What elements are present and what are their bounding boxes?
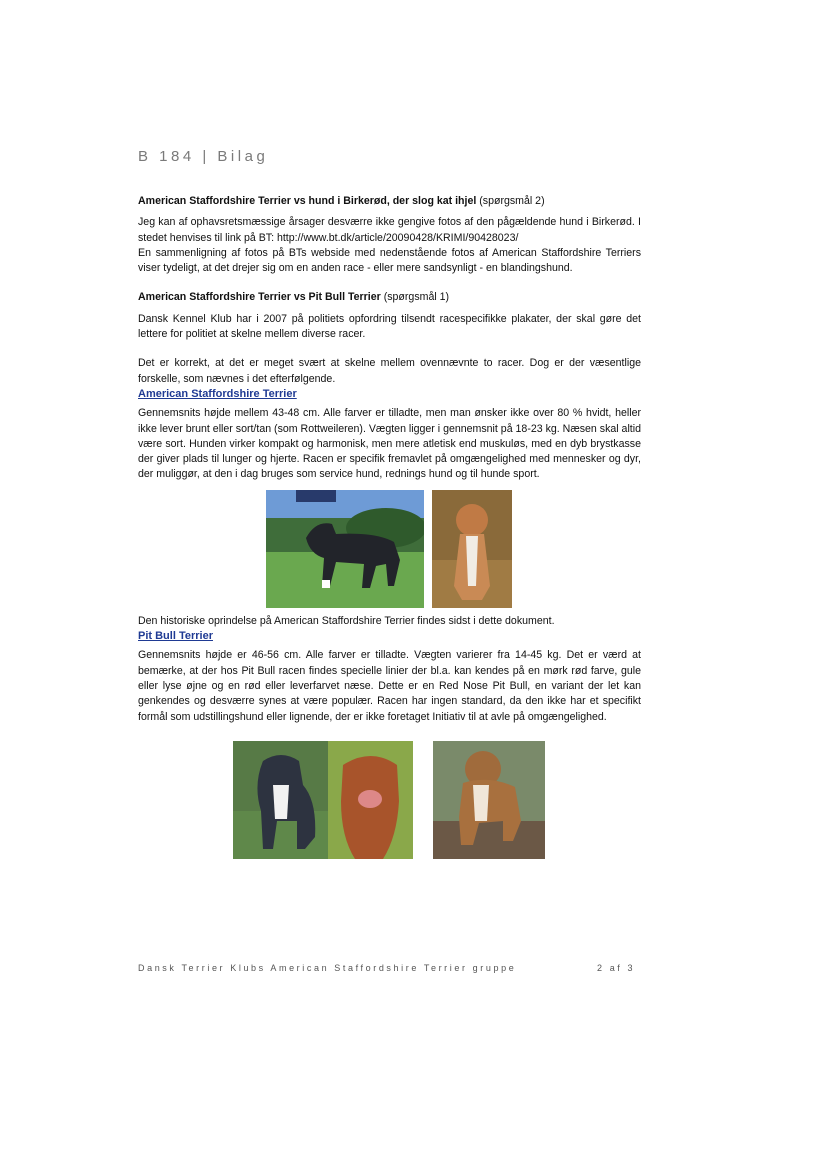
pitbull-paragraph: Gennemsnits højde er 46-56 cm. Alle farver er tilladte. Vægten varierer fra 14-45 kg. Det er værd at bemærke, at der hos Pit Bull racen findes specielle linier der bl.a. kan kendes på en mørk rød farve, gule eller lyse øjne og en rød eller leverfarvet næse. Dette er en Red Nose Pit Bull, en variant der let kan genkendes og desværre synes at være populær. Racen har ingen standard, da den ikke har et specifikt formål som udstillingshund eller lignende, der er ikke foretaget Initiativ til at avle på omgængelighed. <box>138 649 641 723</box>
amstaff-photo-brown-dog <box>432 490 512 608</box>
pitbull-heading[interactable]: Pit Bull Terrier <box>138 630 213 643</box>
amstaff-caption: Den historiske oprindelse på American Staffordshire Terrier findes sidst i dette dokument. <box>138 614 555 627</box>
page-footer <box>138 963 641 973</box>
pitbull-photo-brown-dog <box>433 741 545 859</box>
footer-text: Dansk Terrier Klubs American Staffordshire Terrier gruppe <box>138 963 517 973</box>
amstaff-photo-black-dog <box>266 490 424 608</box>
page-number: 2 af 3 <box>597 963 636 973</box>
section2-paragraph-1: Dansk Kennel Klub har i 2007 på politiets opfordring tilsendt racespecifikke plakater, der skal gøre det lettere for politiet at skelne mellem diverse racer. <box>138 312 641 341</box>
section1-paragraph-2: En sammenligning af fotos på BTs webside med nedenstående fotos af American Staffordshire Terriers viser tydeligt, at det drejer sig om en anden race - eller mere sandsynligt - en blandingshund. <box>138 246 641 275</box>
section2-paragraph-2: Det er korrekt, at det er meget svært at skelne mellem ovennævnte to racer. Dog er der væsentlige forskelle, som nævnes i det efterfølgende. <box>138 357 641 385</box>
section2-heading: American Staffordshire Terrier vs Pit Bull Terrier (spørgsmål 1) <box>138 291 450 304</box>
pitbull-photo-collage <box>233 741 413 859</box>
page-header: B 184 | Bilag <box>138 148 269 165</box>
amstaff-paragraph: Gennemsnits højde mellem 43-48 cm. Alle farver er tilladte, men man ønsker ikke over 80 % hvidt, heller ikke lever brunt eller sort/tan (som Rottweileren). Vægten ligger i gennemsnit på 18-23 kg. Næsen skal altid være sort. Hunden virker kompakt og harmonisk, men mere atletisk end muskuløs, med en dyb brystkasse der giver plads til lunger og hjerte. Racen er specifik fremavlet på omgængelighed med mennesker og dyr, der muliggør, at den i dag bruges som service hund, rednings hund og til hunde sport. <box>138 407 641 481</box>
section1-paragraph-1: Jeg kan af ophavsretsmæssige årsager desværre ikke gengive fotos af den pågældende hund i Birkerød. I stedet henvises til link på BT: http://www.bt.dk/article/20090428/KRIMI/90428023/ <box>138 216 641 244</box>
amstaff-photo-row <box>138 490 641 610</box>
amstaff-heading[interactable]: American Staffordshire Terrier <box>138 387 297 400</box>
section1-heading: American Staffordshire Terrier vs hund i Birkerød, der slog kat ihjel (spørgsmål 2) <box>138 195 545 207</box>
pitbull-photo-row <box>138 741 641 861</box>
document-body <box>138 194 641 865</box>
